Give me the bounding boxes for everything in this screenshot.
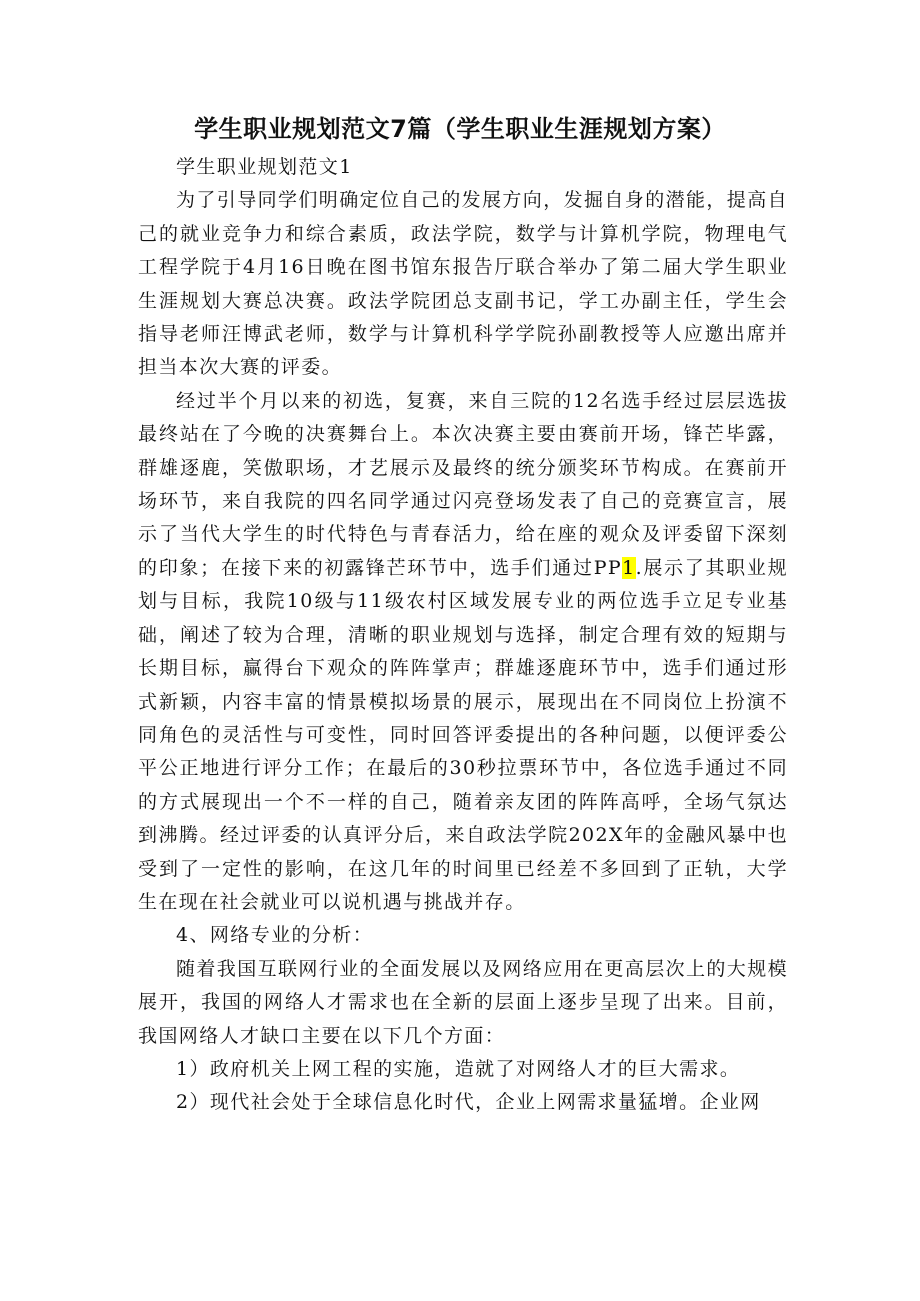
paragraph-intro: 为了引导同学们明确定位自己的发展方向，发掘自身的潜能，提高自己的就业竞争力和综合素质，政法学院，数学与计算机学院，物理电气工程学院于4月16日晚在图书馆东报告厅联合举办了第二届大学生职业生涯规划大赛总决赛。政法学院团总支副书记，学工办副主任，学生会指导老师汪博武老师，数学与计算机科学学院孙副教授等人应邀出席并担当本次大赛的评委。: [138, 189, 789, 379]
section-heading-network: 4、网络专业的分析：: [176, 924, 374, 947]
list-item-government: 1）政府机关上网工程的实施，造就了对网络人才的巨大需求。: [176, 1057, 741, 1080]
section-subtitle: 学生职业规划范文1: [176, 156, 353, 178]
paragraph-competition-part-a: 经过半个月以来的初选，复赛，来自三院的12名选手经过层层选拔最终站在了今晚的决赛舞台上。本次决赛主要由赛前开场，锋芒毕露，群雄逐鹿，笑傲职场，才艺展示及最终的统分颁奖环节构成。在赛前开场环节，来自我院的四名同学通过闪亮登场发表了自己的竞赛宣言，展示了当代大学生的时代特色与青春活力，给在座的观众及评委留下深刻的印象；在接下来的初露锋芒环节中，选手们通过PP: [138, 389, 788, 579]
paragraph-competition-part-b: .展示了其职业规划与目标，我院10级与11级农村区域发展专业的两位选手立足专业基础，阐述了较为合理，清晰的职业规划与选择，制定合理有效的短期与长期目标，赢得台下观众的阵阵掌声；群雄逐鹿环节中，选手们通过形式新颖，内容丰富的情景模拟场景的展示，展现出在不同岗位上扮演不同角色的灵活性与可变性，同时回答评委提出的各种问题，以便评委公平公正地进行评分工作；在最后的30秒拉票环节中，各位选手通过不同的方式展现出一个不一样的自己，随着亲友团的阵阵高呼，全场气氛达到沸腾。经过评委的认真评分后，来自政法学院202X年的金融风暴中也受到了一定性的影响，在这几年的时间里已经差不多回到了正轨，大学生在现在社会就业可以说机遇与挑战并存。: [138, 556, 788, 913]
highlighted-text: 1: [622, 556, 636, 579]
paragraph-competition: [138, 385, 788, 920]
list-item-enterprise: 2）现代社会处于全球信息化时代，企业上网需求量猛增。企业网: [176, 1091, 761, 1114]
document-body: [138, 151, 788, 1120]
document-title: 学生职业规划范文7篇（学生职业生涯规划方案）: [194, 115, 726, 143]
paragraph-network-demand: 随着我国互联网行业的全面发展以及网络应用在更高层次上的大规模展开，我国的网络人才需求也在全新的层面上逐步呈现了出来。目前，我国网络人才缺口主要在以下几个方面：: [138, 957, 789, 1047]
